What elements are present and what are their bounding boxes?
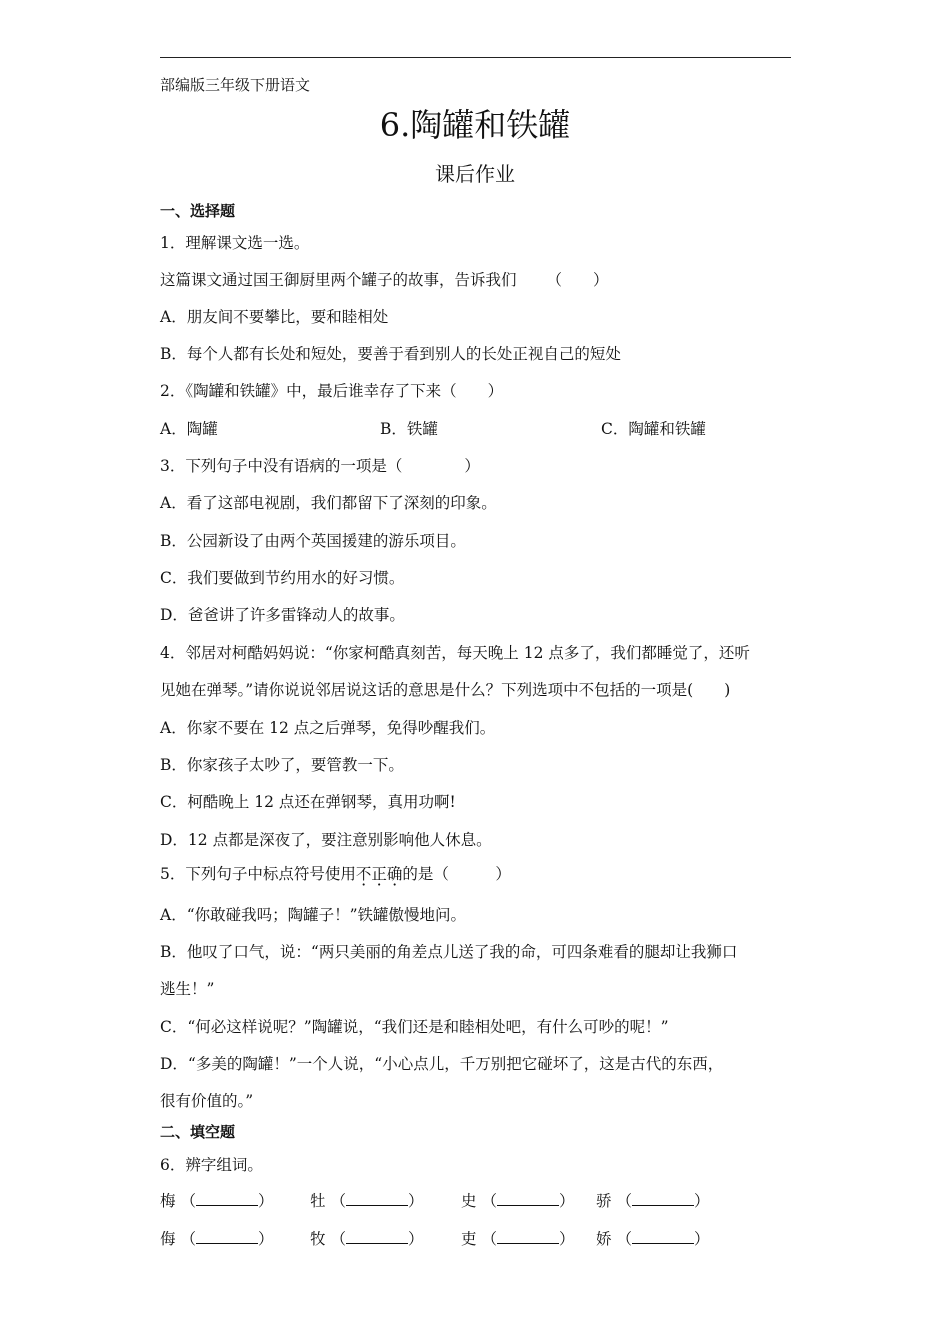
q4-option-c: C．柯酷晚上 12 点还在弹钢琴，真用功啊!	[160, 793, 456, 811]
q6-item	[461, 1227, 574, 1249]
q6-item	[310, 1189, 423, 1211]
paren-close: ）	[257, 1230, 274, 1248]
q6-item	[160, 1227, 273, 1249]
paren-open: （	[481, 1230, 497, 1248]
q5-option-d-line2: 很有价值的。”	[160, 1092, 254, 1110]
q6-char: 娇	[596, 1230, 612, 1248]
q4-option-a: A．你家不要在 12 点之后弹琴，免得吵醒我们。	[160, 719, 496, 737]
answer-blank[interactable]	[497, 1229, 559, 1244]
q6-char: 吏	[461, 1230, 477, 1248]
q5-emphasis-3: 确	[386, 865, 403, 883]
q5-option-b-line2: 逃生！”	[160, 980, 215, 998]
answer-blank[interactable]	[346, 1191, 408, 1206]
q5-emphasis-2: 正	[371, 865, 387, 883]
q6-char: 牧	[310, 1230, 326, 1248]
q6-char: 史	[461, 1192, 477, 1210]
answer-blank[interactable]	[632, 1229, 694, 1244]
q2-option-a: A．陶罐	[160, 420, 218, 438]
paren-open: （	[180, 1192, 196, 1210]
answer-blank[interactable]	[196, 1229, 258, 1244]
q1-text-body: 这篇课文通过国王御厨里两个罐子的故事，告诉我们	[160, 271, 517, 289]
q1-answer-paren: （ ）	[546, 271, 609, 289]
q1-stem: 1．理解课文选一选。	[160, 234, 310, 252]
paren-open: （	[180, 1230, 196, 1248]
source-label: 部编版三年级下册语文	[160, 76, 311, 94]
section-heading-fill: 二、填空题	[160, 1123, 236, 1141]
q3-stem: 3．下列句子中没有语病的一项是（ ）	[160, 457, 480, 475]
q3-option-c: C．我们要做到节约用水的好习惯。	[160, 569, 405, 587]
q2-stem: 2．《陶罐和铁罐》中，最后谁幸存了下来（ ）	[160, 382, 504, 400]
q6-item	[596, 1189, 709, 1211]
q2-option-b: B．铁罐	[380, 420, 438, 438]
q6-stem: 6．辨字组词。	[160, 1156, 263, 1174]
q1-option-b: B．每个人都有长处和短处，要善于看到别人的长处正视自己的短处	[160, 345, 621, 363]
q4-stem-line1: 4．邻居对柯酷妈妈说：“你家柯酷真刻苦，每天晚上 12 点多了，我们都睡觉了，还听	[160, 644, 750, 662]
q5-option-b-line1: B．他叹了口气，说：“两只美丽的角差点儿送了我的命，可四条难看的腿却让我狮口	[160, 943, 738, 961]
q5-option-d-line1: D．“多美的陶罐！”一个人说，“小心点儿，千万别把它碰坏了，这是古代的东西，	[160, 1055, 724, 1073]
q5-stem-pre: 5．下列句子中标点符号使用	[160, 865, 356, 883]
q3-option-d: D．爸爸讲了许多雷锋动人的故事。	[160, 606, 405, 624]
q5-stem	[160, 862, 511, 884]
q3-option-b: B．公园新设了由两个英国援建的游乐项目。	[160, 532, 466, 550]
q3-option-a: A．看了这部电视剧，我们都留下了深刻的印象。	[160, 494, 497, 512]
paren-open: （	[616, 1230, 632, 1248]
q4-stem-line2: 见她在弹琴。”请你说说邻居说这话的意思是什么？下列选项中不包括的一项是( )	[160, 681, 731, 699]
q6-char: 牡	[310, 1192, 326, 1210]
header-rule	[160, 57, 791, 58]
section-heading-choice: 一、选择题	[160, 202, 236, 220]
q5-option-a: A．“你敢碰我吗；陶罐子！”铁罐傲慢地问。	[160, 906, 467, 924]
q2-option-c: C．陶罐和铁罐	[601, 420, 706, 438]
paren-close: ）	[693, 1230, 710, 1248]
paren-close: ）	[407, 1230, 424, 1248]
paren-open: （	[616, 1192, 632, 1210]
paren-close: ）	[558, 1230, 575, 1248]
q4-option-b: B．你家孩子太吵了，要管教一下。	[160, 756, 404, 774]
q5-stem-post: 的是（ ）	[402, 865, 511, 883]
paren-open: （	[330, 1192, 346, 1210]
paren-close: ）	[693, 1192, 710, 1210]
q6-char: 侮	[160, 1230, 176, 1248]
q5-emphasis-1: 不	[355, 865, 372, 883]
q6-item	[596, 1227, 709, 1249]
answer-blank[interactable]	[497, 1191, 559, 1206]
q6-char: 梅	[160, 1192, 176, 1210]
page-subtitle: 课后作业	[435, 162, 515, 186]
page-title: 6.陶罐和铁罐	[379, 106, 571, 144]
q5-option-c: C．“何必这样说呢？”陶罐说，“我们还是和睦相处吧，有什么可吵的呢！”	[160, 1018, 669, 1036]
q6-item	[160, 1189, 273, 1211]
q6-char: 骄	[596, 1192, 612, 1210]
answer-blank[interactable]	[632, 1191, 694, 1206]
answer-blank[interactable]	[346, 1229, 408, 1244]
q6-item	[310, 1227, 423, 1249]
paren-close: ）	[257, 1192, 274, 1210]
answer-blank[interactable]	[196, 1191, 258, 1206]
q4-option-d: D．12 点都是深夜了，要注意别影响他人休息。	[160, 831, 492, 849]
paren-close: ）	[558, 1192, 575, 1210]
q1-option-a: A．朋友间不要攀比，要和睦相处	[160, 308, 389, 326]
q6-item	[461, 1189, 574, 1211]
paren-open: （	[481, 1192, 497, 1210]
q1-text	[160, 268, 609, 290]
paren-open: （	[330, 1230, 346, 1248]
paren-close: ）	[407, 1192, 424, 1210]
